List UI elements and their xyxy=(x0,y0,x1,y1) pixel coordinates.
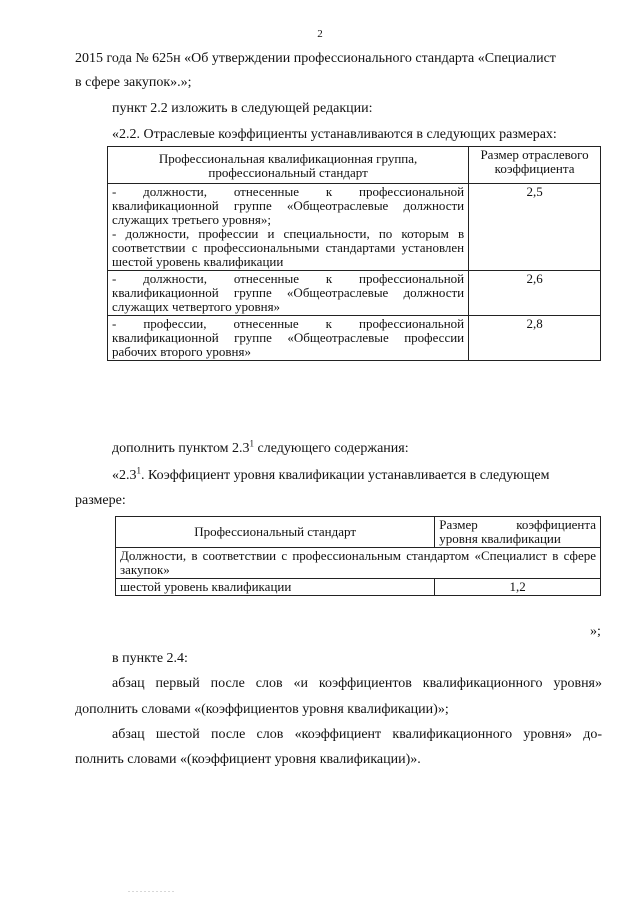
table-cell-desc: - должности, отнесенные к профессиональной квалификационной группе «Общеотраслевые должности служащих четвертого уровня» xyxy=(108,271,469,316)
scan-artifact: . . . . . . . . . . . . xyxy=(128,885,174,894)
qualification-table xyxy=(115,516,601,596)
paragraph: «2.2. Отраслевые коэффициенты устанавливаются в следующих размерах: xyxy=(112,127,557,142)
paragraph-line: абзац шестой после слов «коэффициент квалификационного уровня» до- xyxy=(112,727,602,742)
table-row xyxy=(108,271,601,316)
paragraph-line: дополнить словами «(коэффициентов уровня квалификации)»; xyxy=(75,702,449,717)
superscript: 1 xyxy=(136,465,141,476)
table-cell-desc: шестой уровень квалификации xyxy=(116,579,435,596)
table-cell-value: 2,8 xyxy=(469,316,601,361)
table-row xyxy=(108,184,601,271)
coefficients-table xyxy=(107,146,601,361)
paragraph-line: абзац первый после слов «и коэффициентов квалификационного уровня» xyxy=(112,676,602,691)
paragraph: дополнить пунктом $2.3^1$ следующего содержания: xyxy=(112,438,409,456)
table-row xyxy=(108,316,601,361)
table-header-cell: Профессиональная квалификационная группа, профессиональный стандарт xyxy=(108,147,469,184)
paragraph-line: в сфере закупок».»; xyxy=(75,75,192,90)
table-section-cell: Должности, в соответствии с профессиональным стандартом «Специалист в сфере закупок» xyxy=(116,548,601,579)
paragraph: пункт 2.2 изложить в следующей редакции: xyxy=(112,101,373,116)
paragraph: в пункте 2.4: xyxy=(112,651,188,666)
table-cell-value: 2,5 xyxy=(469,184,601,271)
table-header-cell: Профессиональный стандарт xyxy=(116,517,435,548)
table-cell-value: 1,2 xyxy=(435,579,601,596)
closing-quote: »; xyxy=(590,624,601,639)
table-header-row xyxy=(108,147,601,184)
paragraph: «$2.3^1$. Коэффициент уровня квалификации устанавливается в следующем xyxy=(112,465,550,483)
paragraph-line: полнить словами «(коэффициент уровня квалификации)». xyxy=(75,752,421,767)
paragraph-line: размере: xyxy=(75,493,126,508)
superscript: 1 xyxy=(249,438,255,449)
table-row xyxy=(116,579,601,596)
page-number: 2 xyxy=(317,28,323,40)
table-row xyxy=(116,548,601,579)
table-cell-desc: - профессии, отнесенные к профессиональной квалификационной группе «Общеотраслевые профессии рабочих второго уровня» xyxy=(108,316,469,361)
table-header-cell: Размер отраслевого коэффициента xyxy=(469,147,601,184)
table-header-row xyxy=(116,517,601,548)
table-cell-desc: - должности, отнесенные к профессиональной квалификационной группе «Общеотраслевые должности служащих третьего уровня»; - должности, профессии и специальности, по которым в соответствии с профессиональными стандартами установлен шестой уровень квалификации xyxy=(108,184,469,271)
table-cell-value: 2,6 xyxy=(469,271,601,316)
paragraph-line: 2015 года № 625н «Об утверждении профессионального стандарта «Специалист xyxy=(75,51,556,66)
table-header-cell: Размер коэффициента уровня квалификации xyxy=(435,517,601,548)
